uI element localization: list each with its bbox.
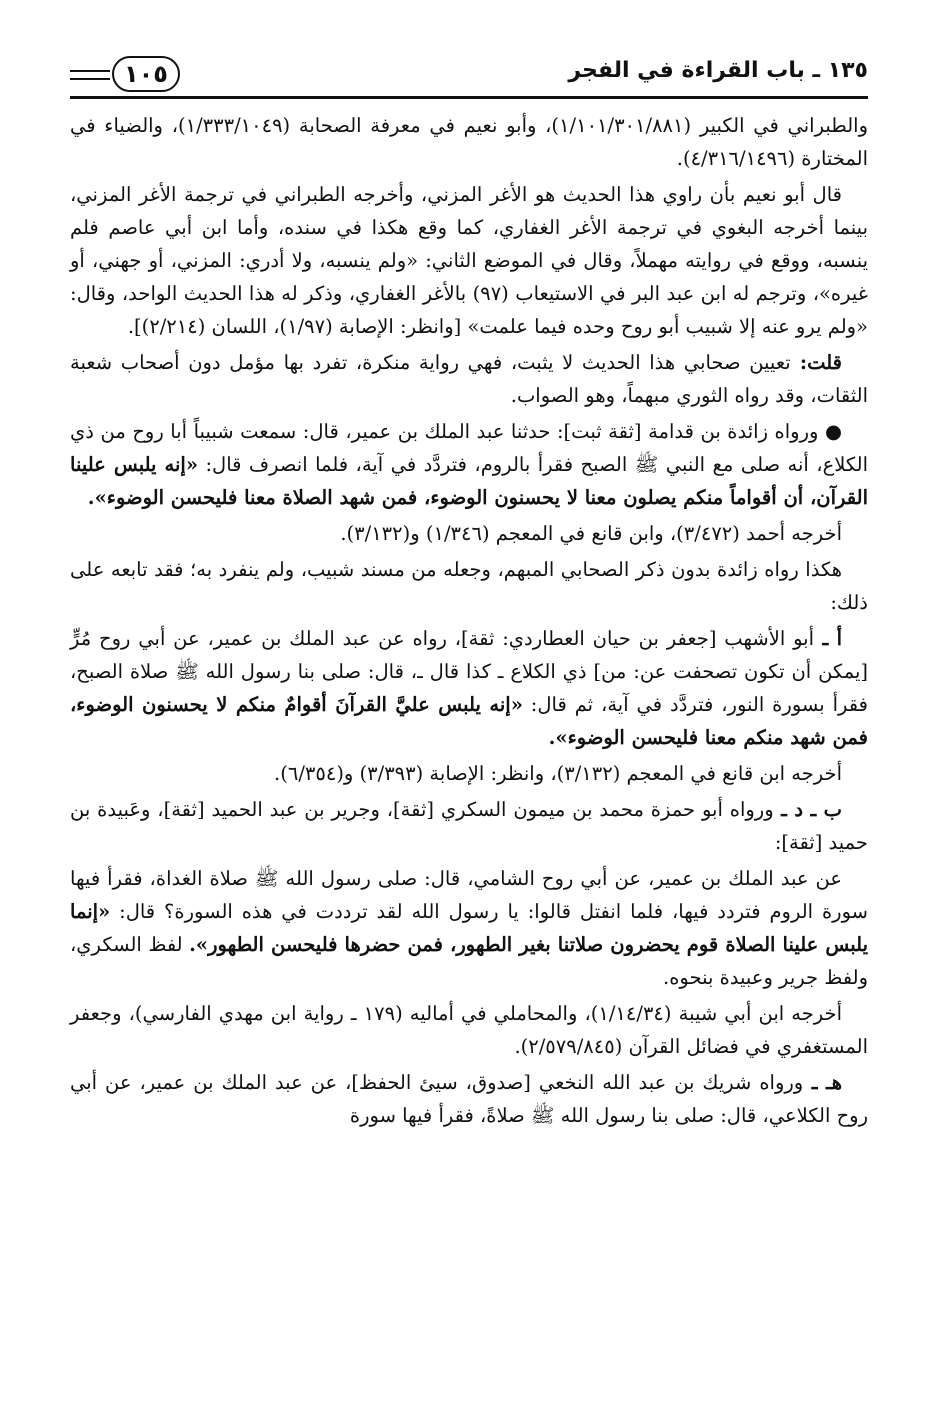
page-header [70, 52, 868, 99]
paragraph [70, 109, 868, 175]
text-run: أخرجه ابن أبي شيبة (١/١٤/٣٤)، والمحاملي في أماليه (١٧٩ ـ رواية ابن مهدي الفارسي)، وجعفر المستغفري في فضائل القرآن (٢/٥٧٩/٨٤٥). [70, 1002, 868, 1058]
page [70, 52, 868, 1135]
bold-text: هـ ـ [803, 1071, 842, 1094]
text-run: ● ورواه زائدة بن قدامة [ثقة ثبت]: حدثنا عبد الملك بن عمير، قال: سمعت شبيباً أبا روح من ذي الكلاع، أنه صلى مع النبي ﷺ الصبح فقرأ بالروم، فتردَّد في آية، فلما انصرف قال: [70, 420, 868, 476]
ornament-line [70, 78, 110, 80]
bold-text: «إنما يلبس علينا الصلاة قوم يحضرون صلاتنا بغير الطهور، فمن حضرها فليحسن الطهور». [70, 900, 868, 956]
page-number-ornament [70, 56, 200, 96]
paragraph [70, 1066, 868, 1132]
paragraph [70, 553, 868, 619]
paragraph [70, 622, 868, 754]
text-run: ورواه أبو حمزة محمد بن ميمون السكري [ثقة]، وجرير بن عبد الحميد [ثقة]، وعَبيدة بن حميد [ثقة]: [70, 798, 868, 854]
text-run: أبو الأشهب [جعفر بن حيان العطاردي: ثقة]، رواه عن عبد الملك بن عمير، عن أبي روح مُرٍّ [يمكن أن تكون تصحفت عن: من] ذي الكلاع ـ كذا قال ـ، قال: صلى بنا رسول الله ﷺ صلاة الصبح، فقرأ بسورة النور، فتردَّد في آية، ثم قال: [70, 627, 868, 716]
bold-text: قلت: [790, 351, 842, 374]
bold-text: «إنه يلبس عليَّ القرآنَ أقوامٌ منكم لا يحسنون الوضوء، فمن شهد منكم معنا فليحسن الوضوء». [70, 693, 868, 749]
chapter-title: ١٣٥ ـ باب القراءة في الفجر [568, 58, 868, 83]
text-run: ورواه شريك بن عبد الله النخعي [صدوق، سيئ الحفظ]، عن عبد الملك بن عمير، عن أبي روح الكلاعي، قال: صلى بنا رسول الله ﷺ صلاةً، فقرأ فيها سورة [70, 1071, 868, 1127]
ornament-line [70, 70, 110, 72]
paragraph [70, 997, 868, 1063]
paragraph [70, 757, 868, 790]
text-run: تعيين صحابي هذا الحديث لا يثبت، فهي رواية منكرة، تفرد بها مؤمل دون أصحاب شعبة الثقات، وقد رواه الثوري مبهماً، وهو الصواب. [70, 351, 868, 407]
text-run: هكذا رواه زائدة بدون ذكر الصحابي المبهم، وجعله من مسند شبيب، ولم ينفرد به؛ فقد تابعه على ذلك: [70, 558, 868, 614]
text-run: أخرجه ابن قانع في المعجم (٣/١٣٢)، وانظر: الإصابة (٣/٣٩٣) و(٦/٣٥٤). [274, 762, 842, 785]
paragraph [70, 346, 868, 412]
text-run: والطبراني في الكبير (١/١٠١/٣٠١/٨٨١)، وأبو نعيم في معرفة الصحابة (١/٣٣٣/١٠٤٩)، والضياء في المختارة (٤/٣١٦/١٤٩٦). [70, 114, 869, 170]
bold-text: «إنه يلبس علينا القرآن، أن أقواماً منكم يصلون معنا لا يحسنون الوضوء، فمن شهد الصلاة معنا فليحسن الوضوء». [70, 453, 868, 509]
paragraph [70, 178, 868, 343]
paragraph [70, 793, 868, 859]
bold-text: أ ـ [814, 627, 842, 650]
paragraph [70, 862, 868, 994]
text-body [70, 99, 868, 1132]
bold-text: ب ـ د ـ [773, 798, 843, 821]
paragraph [70, 517, 868, 550]
text-run: قال أبو نعيم بأن راوي هذا الحديث هو الأغر المزني، وأخرجه الطبراني في ترجمة الأغر المزني، بينما أخرجه البغوي في ترجمة الأغر الغفاري، كما وقع هكذا في سنده، وأما ابن أبي عاصم فلم ينسبه، ووقع في روايته مهملاً، وقال في الموضع الثاني: «ولم ينسبه، ولا أدري: المزني، أو جهني، أو غيره»، وترجم له ابن عبد البر في الاستيعاب (٩٧) بالأغر الغفاري، وذكر له هذا الحديث الواحد، وقال: «ولم يرو عنه إلا شبيب أبو روح وحده فيما علمت» [وانظر: الإصابة (١/٩٧)، اللسان (٢/٢١٤)]. [70, 183, 868, 338]
text-run: عن عبد الملك بن عمير، عن أبي روح الشامي، قال: صلى رسول الله ﷺ صلاة الغداة، فقرأ فيها سورة الروم فتردد فيها، فلما انفتل قالوا: يا رسول الله لقد ترددت في هذه السورة؟ قال: [70, 867, 868, 923]
page-number: ١٠٥ [112, 56, 180, 92]
text-run: لفظ السكري، ولفظ جرير وعبيدة بنحوه. [70, 933, 868, 989]
text-run: أخرجه أحمد (٣/٤٧٢)، وابن قانع في المعجم (١/٣٤٦) و(٣/١٣٢). [340, 522, 842, 545]
paragraph [70, 415, 868, 514]
